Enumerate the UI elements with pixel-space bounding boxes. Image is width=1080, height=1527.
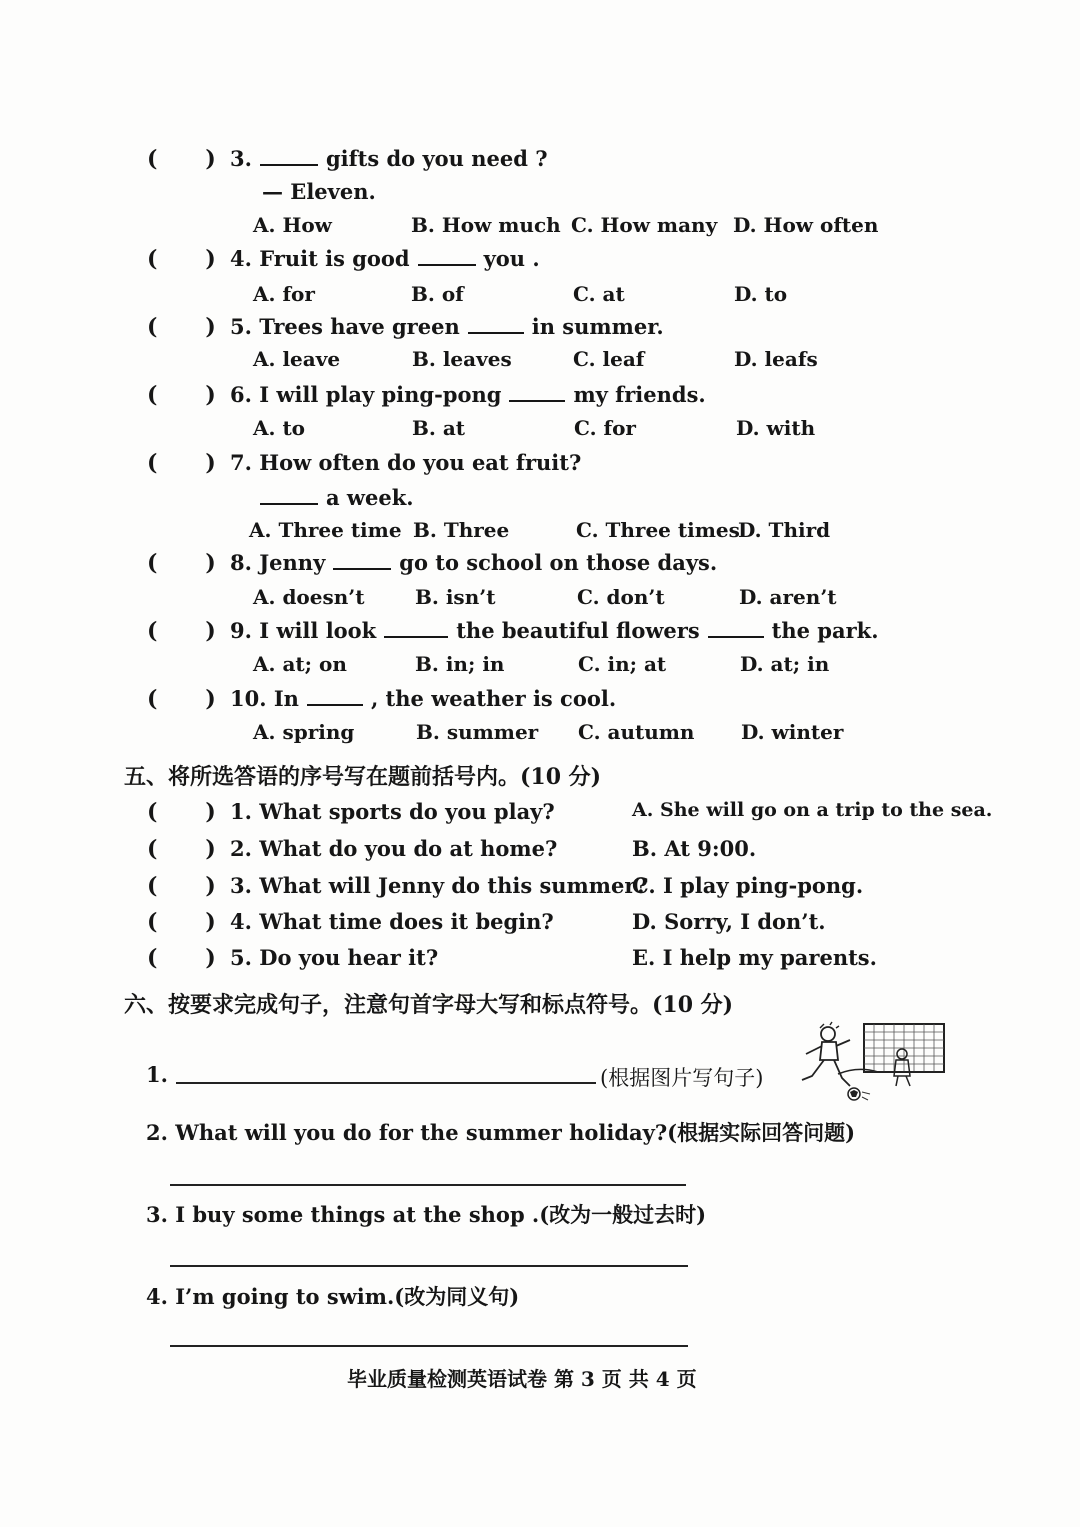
option: D. to xyxy=(734,282,788,306)
answer-bracket-s5-5[interactable]: ( ) xyxy=(147,945,216,971)
option: A. doesn’t xyxy=(253,585,365,609)
option: A. spring xyxy=(253,720,355,744)
match-answer: C. I play ping-pong. xyxy=(632,873,864,898)
option: D. winter xyxy=(741,720,844,744)
option: C. at xyxy=(573,282,625,306)
match-question: 4. What time does it begin? xyxy=(230,909,554,934)
option: A. How xyxy=(253,213,332,237)
question-9: 9. I will look the beautiful flowers the park. xyxy=(230,618,879,643)
option: B. at xyxy=(412,416,466,440)
sentence-1-hint: (根据图片写句子) xyxy=(600,1066,764,1090)
option: A. leave xyxy=(253,347,341,371)
answer-bracket-q4[interactable]: ( ) xyxy=(147,246,216,272)
option: D. at; in xyxy=(740,652,830,676)
question-7: 7. How often do you eat fruit? xyxy=(230,450,582,475)
match-answer: B. At 9:00. xyxy=(632,836,757,861)
option: D. leafs xyxy=(734,347,818,371)
option: D. Third xyxy=(738,518,831,542)
section-6-heading: 六、按要求完成句子，注意句首字母大写和标点符号。(10 分) xyxy=(124,992,734,1018)
sentence-3: 3. I buy some things at the shop .(改为一般过去时) xyxy=(146,1202,707,1227)
option: C. don’t xyxy=(577,585,665,609)
section-5-heading: 五、将所选答语的序号写在题前括号内。(10 分) xyxy=(124,764,602,790)
option: B. in; in xyxy=(415,652,505,676)
answer-bracket-q10[interactable]: ( ) xyxy=(147,686,216,712)
option: C. How many xyxy=(571,213,718,237)
option: B. summer xyxy=(416,720,539,744)
question-10: 10. In , the weather is cool. xyxy=(230,686,617,711)
match-answer: A. She will go on a trip to the sea. xyxy=(632,799,993,821)
soccer-player-goal-icon xyxy=(798,1020,948,1104)
page-footer: 毕业质量检测英语试卷 第 3 页 共 4 页 xyxy=(347,1367,697,1391)
sentence-2: 2. What will you do for the summer holiday?(根据实际回答问题) xyxy=(146,1120,856,1145)
match-answer: D. Sorry, I don’t. xyxy=(632,909,826,934)
option: B. Three xyxy=(413,518,510,542)
question-7-reply: a week. xyxy=(252,485,414,510)
answer-bracket-q9[interactable]: ( ) xyxy=(147,618,216,644)
match-question: 3. What will Jenny do this summer? xyxy=(230,873,648,898)
option: D. How often xyxy=(733,213,879,237)
option: A. for xyxy=(253,282,315,306)
answer-bracket-q3[interactable]: ( ) xyxy=(147,146,216,172)
answer-bracket-s5-4[interactable]: ( ) xyxy=(147,909,216,935)
answer-line-2[interactable] xyxy=(170,1184,686,1186)
question-3: 3. gifts do you need ? xyxy=(230,146,548,171)
option: D. aren’t xyxy=(739,585,837,609)
option: B. of xyxy=(411,282,464,306)
answer-bracket-s5-2[interactable]: ( ) xyxy=(147,836,216,862)
question-5: 5. Trees have green in summer. xyxy=(230,314,664,339)
answer-bracket-q7[interactable]: ( ) xyxy=(147,450,216,476)
option: C. leaf xyxy=(573,347,645,371)
option: B. leaves xyxy=(412,347,512,371)
sentence-1-number: 1. xyxy=(146,1062,168,1087)
option: C. autumn xyxy=(578,720,695,744)
question-4: 4. Fruit is good you . xyxy=(230,246,540,271)
answer-line-3[interactable] xyxy=(170,1265,688,1267)
option: B. How much xyxy=(411,213,561,237)
question-6: 6. I will play ping-pong my friends. xyxy=(230,382,706,407)
match-question: 2. What do you do at home? xyxy=(230,836,558,861)
answer-bracket-s5-3[interactable]: ( ) xyxy=(147,873,216,899)
answer-bracket-q8[interactable]: ( ) xyxy=(147,550,216,576)
sentence-4: 4. I’m going to swim.(改为同义句) xyxy=(146,1284,520,1309)
match-question: 5. Do you hear it? xyxy=(230,945,439,970)
option: C. Three times xyxy=(576,518,740,542)
option: A. Three time xyxy=(249,518,402,542)
option: B. isn’t xyxy=(415,585,496,609)
question-3-reply: — Eleven. xyxy=(262,179,376,204)
answer-bracket-q6[interactable]: ( ) xyxy=(147,382,216,408)
option: A. to xyxy=(253,416,306,440)
match-question: 1. What sports do you play? xyxy=(230,799,555,824)
question-8: 8. Jenny go to school on those days. xyxy=(230,550,718,575)
option: A. at; on xyxy=(253,652,347,676)
match-answer: E. I help my parents. xyxy=(632,945,877,970)
answer-bracket-q5[interactable]: ( ) xyxy=(147,314,216,340)
option: D. with xyxy=(736,416,816,440)
option: C. in; at xyxy=(578,652,667,676)
option: C. for xyxy=(574,416,636,440)
soccer-illustration xyxy=(798,1020,948,1104)
answer-line-4[interactable] xyxy=(170,1345,688,1347)
answer-line-1[interactable] xyxy=(176,1082,596,1084)
answer-bracket-s5-1[interactable]: ( ) xyxy=(147,799,216,825)
